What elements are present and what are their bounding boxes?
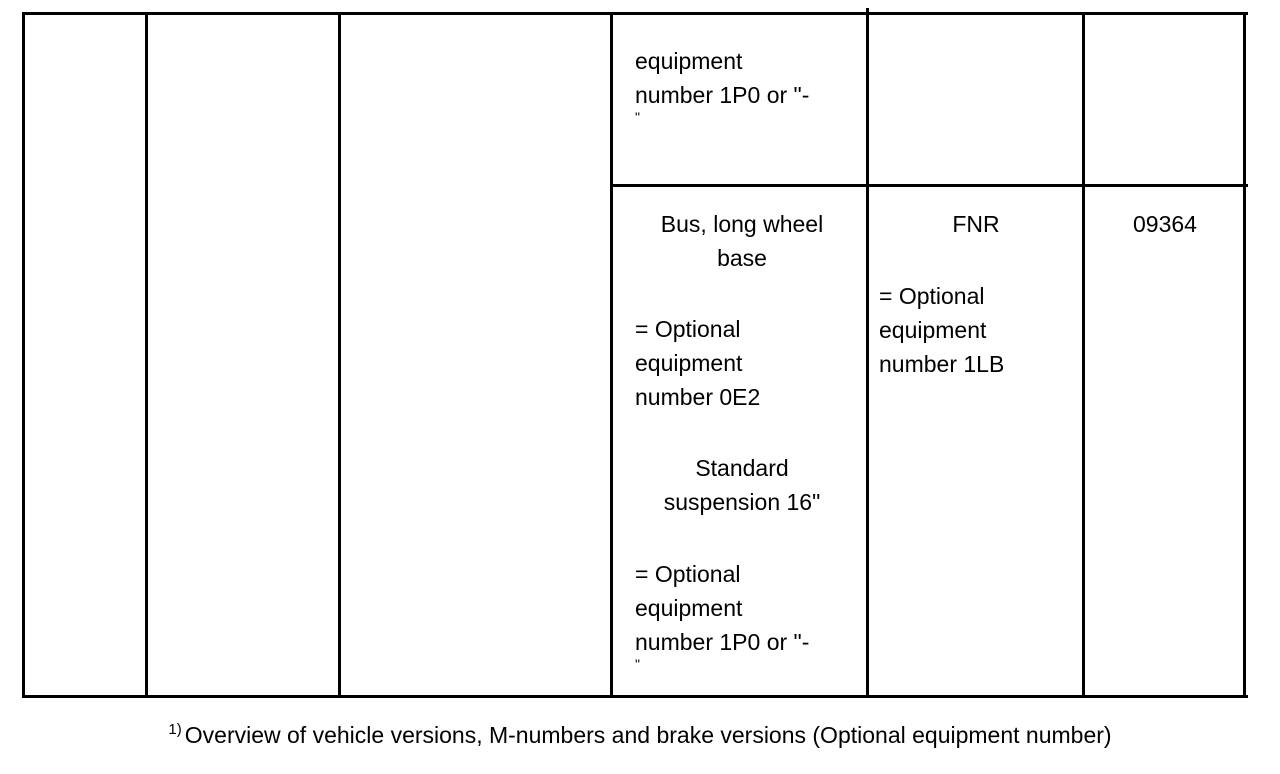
col-border-left [22, 12, 25, 698]
text-line: number 1LB [879, 351, 1005, 377]
table-top-border [22, 12, 1248, 15]
text-line: Standard [695, 455, 789, 481]
row-divider [611, 184, 1248, 187]
row2-col5-optional-1lb [879, 279, 1004, 381]
row2-col4-heading-bus [614, 207, 870, 275]
text-line: = Optional [635, 316, 741, 342]
text-line: = Optional [879, 283, 985, 309]
text-line: " [635, 656, 640, 672]
col-border-2 [338, 12, 341, 698]
row2-col5-code [869, 207, 1083, 241]
text-line: " [635, 109, 640, 125]
text-line: = Optional [635, 561, 741, 587]
text-line: suspension 16" [663, 489, 821, 515]
col-border-4 [866, 8, 869, 698]
text-line: equipment [879, 317, 987, 343]
text-line: equipment [635, 350, 743, 376]
footnote [0, 722, 1280, 749]
row2-col4-heading-suspension [614, 451, 870, 519]
text-line: base [717, 245, 767, 271]
row2-col4-optional-0e2 [635, 312, 760, 414]
footnote-marker: 1) [168, 721, 182, 738]
col-border-5 [1082, 12, 1085, 698]
col-border-right [1243, 12, 1246, 698]
table-bottom-border [22, 695, 1248, 698]
text-line: Bus, long wheel [660, 211, 824, 237]
col-border-1 [145, 12, 148, 698]
text-line: equipment [635, 48, 743, 74]
row1-col4-text [635, 44, 809, 126]
col-border-3 [610, 12, 613, 698]
text-line: 09364 [1133, 211, 1197, 237]
footnote-text: Overview of vehicle versions, M-numbers and brake versions (Optional equipment number) [184, 722, 1112, 748]
text-line: number 1P0 or "- [635, 82, 810, 108]
row2-col4-optional-1p0 [635, 557, 809, 673]
text-line: number 0E2 [635, 384, 761, 410]
row2-col6-number [1085, 207, 1245, 241]
text-line: FNR [952, 211, 1000, 237]
text-line: number 1P0 or "- [635, 629, 810, 655]
text-line: equipment [635, 595, 743, 621]
